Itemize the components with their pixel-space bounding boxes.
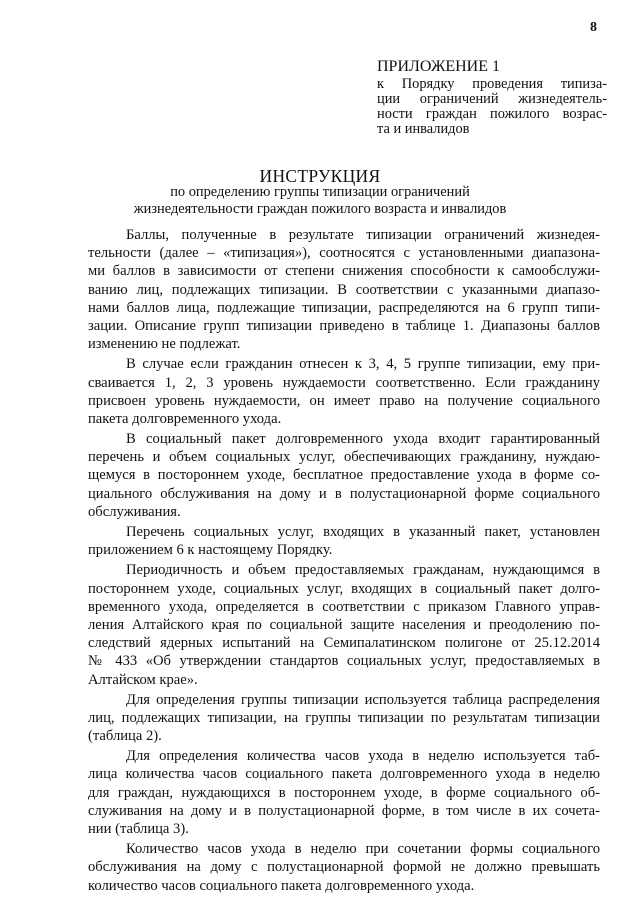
paragraph-line: (таблица 2). (88, 728, 162, 745)
paragraph-line: количество часов социального пакета долговременного ухода. (88, 877, 475, 894)
paragraph-line: Периодичность и объем предоставляемых гражданам, нуждающимся в (126, 562, 600, 579)
paragraph (88, 747, 600, 838)
paragraph (88, 226, 600, 353)
paragraph (88, 355, 600, 428)
paragraph-line: для граждан, нуждающихся в постороннем уходе, в форме социального об- (88, 784, 600, 801)
paragraph-line: ления Алтайского края по социальной защите населения и преодолению по- (88, 616, 600, 633)
paragraph-line: лиц, подлежащих типизации, на группы типизации по результатам типизации (88, 709, 600, 726)
subtitle-line: жизнедеятельности граждан пожилого возраста и инвалидов (133, 201, 507, 217)
paragraph-line: обслуживания. (88, 503, 181, 520)
paragraph-line: зации. Описание групп типизации приведено в таблице 1. Диапазоны баллов (88, 317, 600, 334)
paragraph (88, 840, 600, 895)
paragraph-line: приложением 6 к настоящему Порядку. (88, 542, 333, 559)
paragraph-line: В случае если гражданин отнесен к 3, 4, 5 группе типизации, ему при- (126, 356, 600, 373)
paragraph-line: Баллы, полученные в результате типизации ограничений жизнедея- (126, 227, 600, 243)
paragraph-line: Перечень социальных услуг, входящих в указанный пакет, установлен (126, 524, 600, 540)
subtitle-line: по определению группы типизации ограничений (170, 184, 470, 200)
paragraph-line: лица количества часов социального пакета долговременного ухода в неделю (88, 766, 600, 783)
paragraph-line: перечень и объем социальных услуг, обеспечивающих гражданину, нуждаю- (88, 449, 600, 466)
paragraph (88, 430, 600, 521)
paragraph-line: ми баллов в зависимости от степени снижения способности к самообслужи- (88, 263, 600, 280)
paragraph (88, 561, 600, 688)
paragraph-line: следствий ядерных испытаний на Семипалатинском полигоне от 25.12.2014 (88, 635, 600, 652)
paragraph-line: № 433 «Об утверждении стандартов социальных услуг, предоставляемых в (88, 653, 600, 670)
paragraph-line: служивания на дому и в полустационарной форме, в том числе в их сочета- (88, 802, 600, 819)
appendix-title: ПРИЛОЖЕНИЕ 1 (377, 58, 501, 75)
paragraph-line: тельности (далее – «типизация»), соотносятся с установленными диапазона- (88, 245, 600, 262)
paragraph-line: Количество часов ухода в неделю при сочетании формы социального (126, 841, 600, 858)
paragraph-line: Для определения группы типизации используется таблица распределения (126, 691, 600, 708)
paragraph-line: нии (таблица 3). (88, 821, 189, 837)
appendix-line: к Порядку проведения типиза- (377, 76, 607, 92)
paragraph-line: изменению не подлежат. (88, 336, 241, 353)
page-number: 8 (590, 20, 597, 35)
paragraph-line: щемуся в постороннем уходе, бесплатное предоставление ухода в форме со- (88, 467, 600, 484)
document-subtitle (0, 184, 640, 218)
paragraph-line: В социальный пакет долговременного ухода входит гарантированный (126, 431, 600, 448)
paragraph-line: Для определения количества часов ухода в неделю используется таб- (126, 748, 600, 765)
document-body (88, 226, 600, 895)
paragraph (88, 691, 600, 746)
paragraph-line: обслуживания на дому с полустационарной формой не должно превышать (88, 859, 600, 876)
appendix-line: ции ограничений жизнедеятель- (377, 91, 607, 107)
document-title: ИНСТРУКЦИЯ (259, 166, 381, 186)
appendix-line: ности граждан пожилого возрас- (377, 106, 607, 122)
paragraph (88, 523, 600, 559)
paragraph-line: постороннем уходе, социальных услуг, входящих в социальный пакет долго- (88, 580, 600, 597)
paragraph-line: сваивается 1, 2, 3 уровень нуждаемости соответственно. Если гражданину (88, 374, 600, 391)
paragraph-line: нами баллов лица, подлежащие типизации, распределяются на 6 групп типи- (88, 299, 600, 316)
appendix-line: та и инвалидов (377, 121, 470, 137)
paragraph-line: ванию лиц, подлежащих типизации. В соответствии с указанными диапазо- (88, 281, 600, 298)
paragraph-line: временного ухода, определяется в соответствии с приказом Главного управ- (88, 598, 600, 615)
paragraph-line: Алтайском крае». (88, 671, 198, 688)
paragraph-line: циального обслуживания на дому и в полустационарной форме социального (88, 485, 600, 502)
paragraph-line: присвоен уровень нуждаемости, он имеет право на получение социального (88, 392, 600, 409)
appendix-block (377, 57, 607, 137)
paragraph-line: пакета долговременного ухода. (88, 410, 282, 427)
